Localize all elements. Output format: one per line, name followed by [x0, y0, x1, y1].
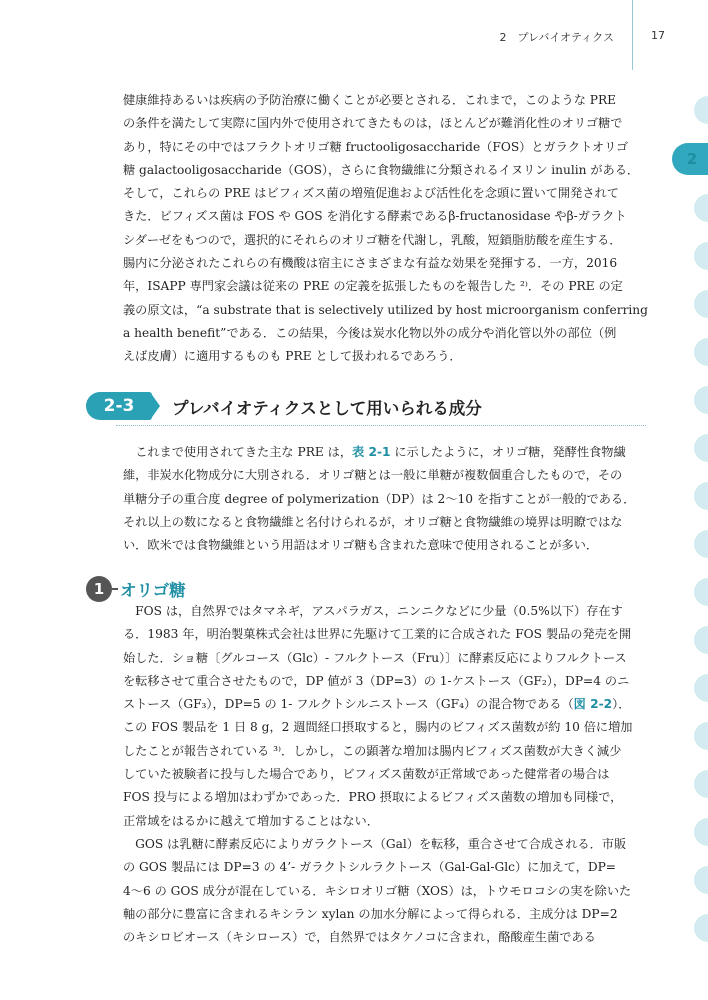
text-line: 維，非炭水化物成分に大別される．オリゴ糖とは一般に単糖が複数個重合したもので，その [123, 468, 623, 483]
section-number-badge: 2-3 [86, 392, 152, 420]
text-line: 義の原文は，“a substrate that is selectively utilized by host microorganism conferring [123, 302, 648, 317]
side-tab [694, 674, 708, 702]
text-line: あり，特にその中ではフラクトオリゴ糖 fructooligosaccharide（FOS）とガラクトオリゴ [123, 139, 629, 154]
text-line: きた．ビフィズス菌は FOS や GOS を消化する酵素であるβ-fructanosidase やβ-ガラクト [123, 209, 627, 224]
text-line: 軸の部分に豊富に含まれるキシラン xylan の加水分解によって得られる．主成分は DP=2 [123, 906, 618, 921]
text-line: していた被験者に投与した場合であり，ビフィズス菌数が正常域であった健常者の場合は [123, 767, 610, 782]
chapter-side-tabs [688, 0, 708, 1000]
side-tab [694, 386, 708, 414]
page-number: 17 [651, 29, 665, 42]
side-tab [694, 434, 708, 462]
text-line: を転移させて重合させたもので，DP 値が 3（DP=3）の 1-ケストース（GF₂），DP=4 のニ [123, 673, 630, 688]
side-tab [694, 242, 708, 270]
side-tab [694, 770, 708, 798]
side-tab [694, 866, 708, 894]
side-tab [694, 722, 708, 750]
subsection-number-badge: 1 [86, 576, 112, 602]
text-line: 年，ISAPP 専門家会議は従来の PRE の定義を拡張したものを報告した ²⁾．その PRE の定 [123, 279, 623, 294]
text-line: 腸内に分泌されたこれらの有機酸は宿主にさまざまな有益な効果を発揮する．一方，2016 [123, 256, 618, 271]
section-heading [86, 392, 646, 422]
subsection-title: オリゴ糖 [120, 581, 186, 600]
intro-paragraph [123, 89, 648, 369]
text-line: 糖 galactooligosaccharide（GOS），さらに食物繊維に分類されるイヌリン inulin がある． [123, 162, 640, 177]
text-line: い．欧米では食物繊維という用語はオリゴ糖も含まれた意味で使用されることが多い． [123, 538, 599, 553]
text-line: 単糖分子の重合度 degree of polymerization（DP）は 2〜10 を指すことが一般的である． [123, 491, 636, 506]
text-line: る．1983 年，明治製菓株式会社は世界に先駆けて工業的に合成された FOS 製品の発売を開 [123, 627, 632, 642]
side-tab [694, 914, 708, 942]
side-tab [694, 626, 708, 654]
side-tab [694, 194, 708, 222]
text-fragment: に示したように，オリゴ糖，発酵性食物繊 [390, 445, 626, 459]
side-tab [694, 530, 708, 558]
text-line: の GOS 製品には DP=3 の 4’- ガラクトシルラクトース（Gal-Gal-Glc）に加えて，DP= [123, 860, 617, 875]
text-line [123, 693, 643, 716]
text-line: a health benefit”である．この結果，今後は炭水化物以外の成分や消化管以外の部位（例 [123, 325, 617, 340]
text-line: 健康維持あるいは疾病の予防治療に働くことが必要とされる．これまで，このような PRE [123, 93, 617, 107]
figure-reference-link[interactable]: 図 2-2 [573, 697, 613, 712]
side-tab [694, 290, 708, 318]
text-line: したことが報告されている ³⁾．しかし，この顕著な増加は腸内ビフィズス菌数が大きく減少 [123, 743, 622, 758]
side-tab [694, 338, 708, 366]
text-line: の条件を満たして実際に国内外で使用されてきたものは，ほとんどが難消化性のオリゴ糖で [123, 116, 623, 131]
chapter-title: 2 プレバイオティクス [499, 31, 614, 44]
running-header [0, 28, 708, 48]
text-line: 正常域をはるかに越えて増加することはない． [123, 813, 379, 828]
header-divider [632, 0, 633, 70]
side-tab [694, 96, 708, 124]
section-title: プレバイオティクスとして用いられる成分 [172, 399, 482, 418]
subsection-heading [86, 576, 286, 602]
side-tab [694, 482, 708, 510]
text-line: GOS は乳糖に酵素反応によりガラクトース（Gal）を転移，重合させて合成される．市販 [123, 836, 627, 851]
table-reference-link[interactable]: 表 2-1 [352, 445, 391, 459]
section-paragraph [123, 441, 643, 557]
text-line: FOS 投与による増加はわずかであった．PRO 摂取によるビフィズス菌数の増加も同様で， [123, 790, 623, 805]
text-line: 4〜6 の GOS 成分が混在している．キシロオリゴ糖（XOS）は，トウモロコシの実を除いた [123, 883, 632, 898]
text-fragment: ）． [612, 697, 631, 712]
text-line: FOS は，自然界ではタマネギ，アスパラガス，ニンニクなどに少量（0.5%以下）存在す [123, 604, 623, 618]
text-line: そして，これらの PRE はビフィズス菌の増殖促進および活性化を念頭に置いて開発されて [123, 186, 619, 201]
text-line: この FOS 製品を 1 日 8 g，2 週間経口摂取すると，腸内のビフィズス菌数が約 10 倍に増加 [123, 720, 633, 735]
text-fragment: ストース（GF₃），DP=5 の 1- フルクトシルニストース（GF₄）の混合物である（ [123, 697, 574, 712]
text-fragment: これまで使用されてきた主な PRE は， [135, 445, 353, 459]
text-line [123, 441, 643, 464]
text-line: それ以上の数になると食物繊維と名付けられるが，オリゴ糖と食物繊維の境界は明瞭ではな [123, 514, 623, 529]
side-tab [694, 818, 708, 846]
subsection-paragraph [123, 600, 643, 949]
side-tab-chapter-number: 2 [686, 150, 698, 168]
section-badge-arrow [150, 392, 160, 420]
section-rule [116, 425, 646, 426]
text-line: 始した．ショ糖〔グルコース（Glc）- フルクトース（Fru）〕に酵素反応によりフルクトース [123, 650, 627, 665]
text-line: シダーゼをもつので，選択的にそれらのオリゴ糖を代謝し，乳酸，短鎖脂肪酸を産生する． [123, 232, 622, 247]
side-tab [694, 578, 708, 606]
text-line: のキシロビオース（キシロース）で，自然界ではタケノコに含まれ，酪酸産生菌である [123, 930, 596, 945]
subsection-dash [112, 588, 118, 590]
text-line: えば皮膚）に適用するものも PRE として扱われるであろう． [123, 349, 462, 364]
